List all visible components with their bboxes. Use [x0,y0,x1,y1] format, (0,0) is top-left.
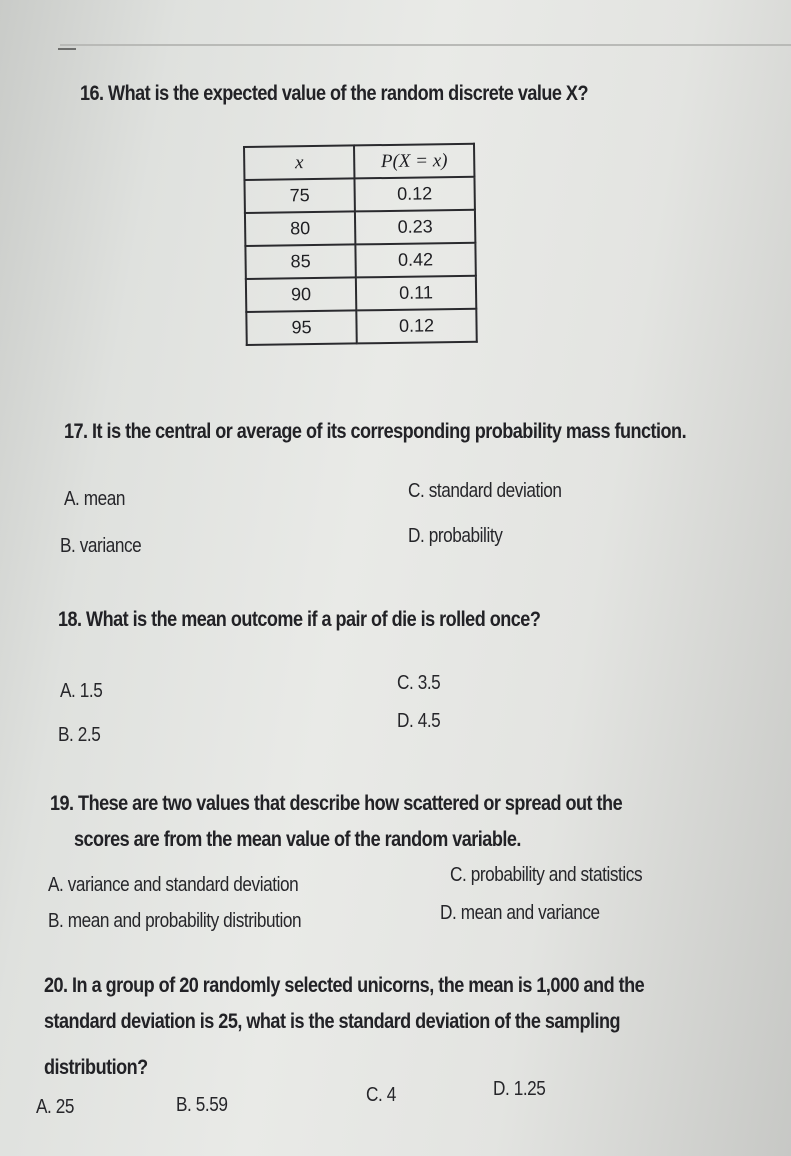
question-18-text: 18. What is the mean outcome if a pair of die is rolled once? [58,608,541,631]
q17-option-a[interactable]: A. mean [64,488,126,510]
cell-p: 0.12 [356,309,476,344]
q17-option-b[interactable]: B. variance [60,535,142,557]
q20-option-c[interactable]: C. 4 [366,1084,396,1106]
cell-x: 75 [244,178,354,213]
question-20-line-1: 20. In a group of 20 randomly selected unicorns, the mean is 1,000 and the [44,974,645,997]
pen-mark [58,48,76,50]
cell-p: 0.11 [356,276,476,311]
table-row [245,243,475,279]
q20-option-b[interactable]: B. 5.59 [176,1094,228,1116]
page-edge-rule [60,44,791,46]
q18-option-d[interactable]: D. 4.5 [397,710,441,732]
cell-x: 80 [245,211,355,246]
header-probability: P(X = x) [354,144,474,179]
question-20-line-3: distribution? [44,1056,148,1079]
question-20-line-2: standard deviation is 25, what is the standard deviation of the sampling [44,1010,621,1033]
cell-x: 95 [246,310,356,345]
q18-option-c[interactable]: C. 3.5 [397,672,441,694]
table-row [246,276,476,312]
table-row [244,177,474,213]
q19-option-a[interactable]: A. variance and standard deviation [48,874,299,896]
probability-table [243,143,478,346]
question-19-line-1: 19. These are two values that describe how scattered or spread out the [50,792,623,815]
table-row [245,210,475,246]
table-row [246,309,476,345]
q17-option-c[interactable]: C. standard deviation [408,480,562,502]
question-17-text: 17. It is the central or average of its corresponding probability mass function. [64,420,687,443]
question-16-text: 16. What is the expected value of the random discrete value X? [80,82,588,105]
q18-option-a[interactable]: A. 1.5 [60,680,103,702]
q19-option-b[interactable]: B. mean and probability distribution [48,910,302,932]
cell-x: 90 [246,277,356,312]
cell-p: 0.12 [354,177,474,212]
table-header-row [244,144,474,180]
q18-option-b[interactable]: B. 2.5 [58,724,101,746]
cell-x: 85 [245,244,355,279]
q19-option-c[interactable]: C. probability and statistics [450,864,643,886]
q17-option-d[interactable]: D. probability [408,525,503,547]
header-x: x [244,145,354,180]
cell-p: 0.42 [355,243,475,278]
cell-p: 0.23 [355,210,475,245]
q20-option-a[interactable]: A. 25 [36,1096,75,1118]
q19-option-d[interactable]: D. mean and variance [440,902,600,924]
q20-option-d[interactable]: D. 1.25 [493,1078,546,1100]
question-19-line-2: scores are from the mean value of the random variable. [74,828,521,851]
